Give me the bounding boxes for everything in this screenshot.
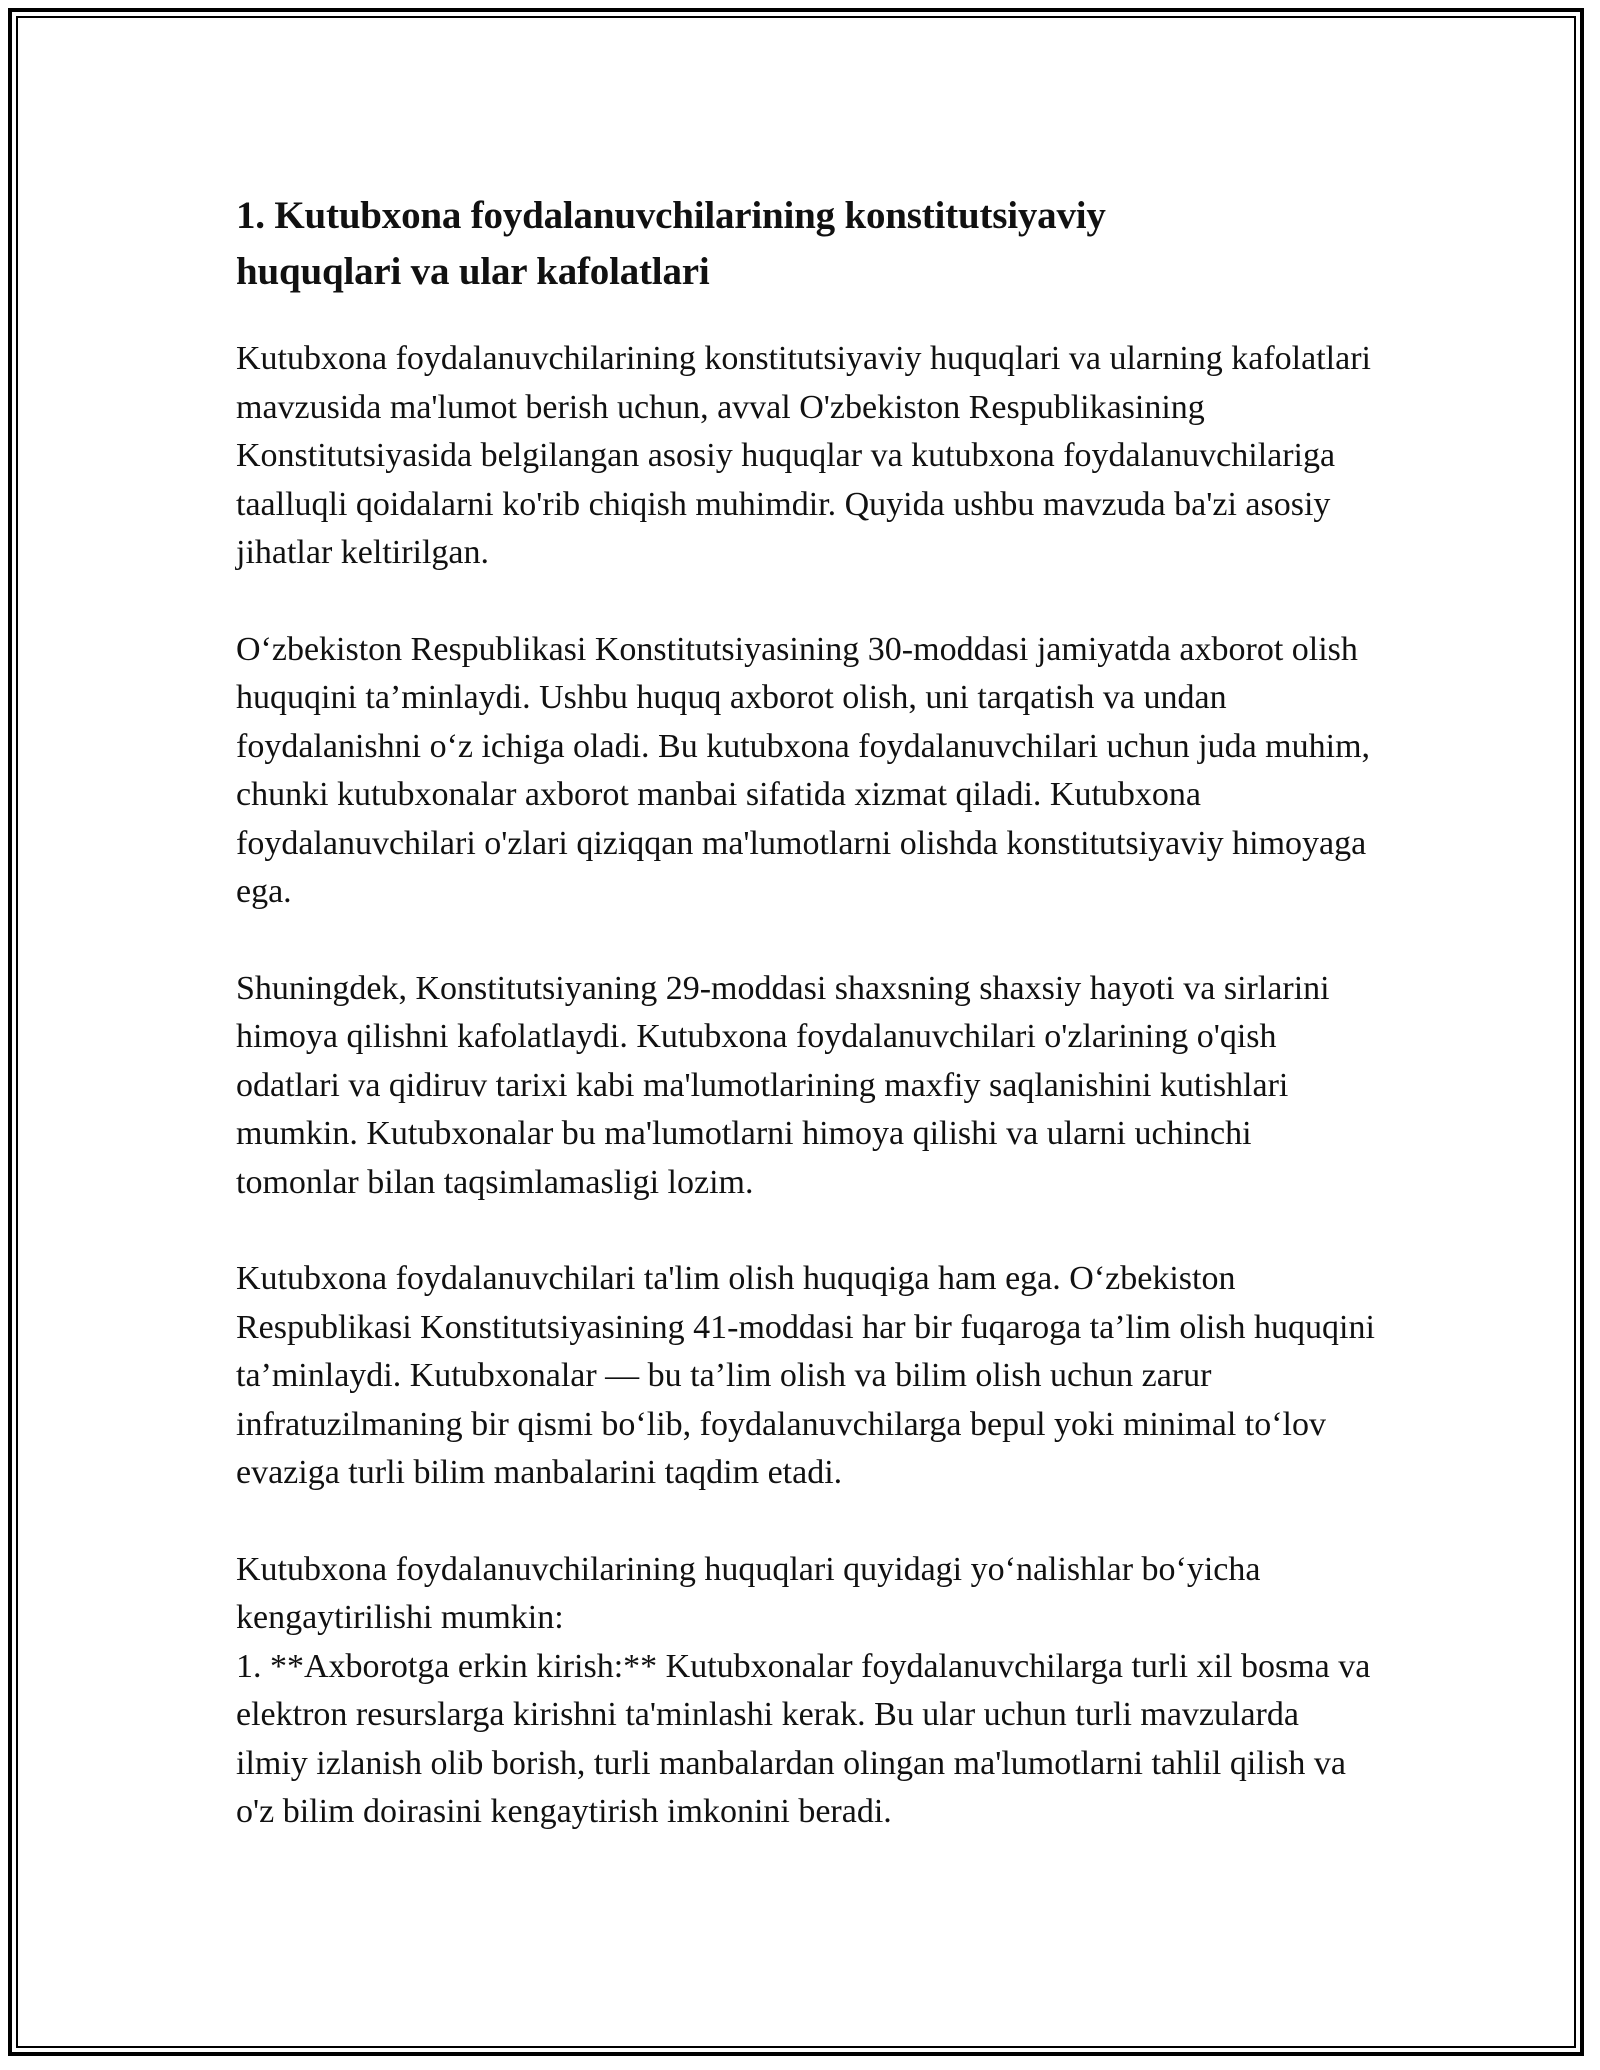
paragraph-article-30: O‘zbekiston Respublikasi Konstitutsiyasining 30-moddasi jamiyatda axborot olish huquqini ta’minlaydi. Ushbu huquq axborot olish, uni tarqatish va undan foydalanishni o‘z ichiga oladi. Bu kutubxona foydalanuvchilari uchun juda muhim, chunki kutubxonalar axborot manbai sifatida xizmat qiladi. Kutubxona foydalanuvchilari o'zlari qiziqqan ma'lumotlarni olishda konstitutsiyaviy himoyaga ega. <box>236 630 1371 910</box>
section-heading-line-1: 1. Kutubxona foydalanuvchilarining konstitutsiyaviy <box>236 194 1106 237</box>
list-item: 1. **Axborotga erkin kirish:** Kutubxonalar foydalanuvchilarga turli xil bosma va elektron resurslarga kirishni ta'minlashi kerak. Bu ular uchun turli mavzularda ilmiy izlanish olib borish, turli manbalardan olingan ma'lumotlarni tahlil qilish va o'z bilim doirasini kengaytirish imkonini beradi. <box>236 1647 1371 1830</box>
paragraph-intro: Kutubxona foydalanuvchilarining konstitutsiyaviy huquqlari va ularning kafolatlari mavzusida ma'lumot berish uchun, avval O'zbekiston Respublikasining Konstitutsiyasida belgilangan asosiy huquqlar va kutubxona foydalanuvchilariga taalluqli qoidalarni ko'rib chiqish muhimdir. Quyida ushbu mavzuda ba'zi asosiy jihatlar keltirilgan. <box>236 340 1371 571</box>
list-intro: Kutubxona foydalanuvchilarining huquqlari quyidagi yo‘nalishlar bo‘yicha kengaytirilishi mumkin: <box>236 1550 1261 1636</box>
paragraph-article-41: Kutubxona foydalanuvchilari ta'lim olish huquqiga ham ega. O‘zbekiston Respublikasi Konstitutsiyasining 41-moddasi har bir fuqaroga ta’lim olish huquqini ta’minlaydi. Kutubxonalar — bu ta’lim olish va bilim olish uchun zarur infratuzilmaning bir qismi bo‘lib, foydalanuvchilarga bepul yoki minimal to‘lov evaziga turli bilim manbalarini taqdim etadi. <box>236 1260 1375 1491</box>
section-heading <box>236 188 1376 300</box>
section-heading-line-2: huquqlari va ular kafolatlari <box>236 250 710 293</box>
paragraph-article-29: Shuningdek, Konstitutsiyaning 29-moddasi shaxsning shaxsiy hayoti va sirlarini himoya qilishni kafolatlaydi. Kutubxona foydalanuvchilari o'zlarining o'qish odatlari va qidiruv tarixi kabi ma'lumotlarining maxfiy saqlanishini kutishlari mumkin. Kutubxonalar bu ma'lumotlarni himoya qilishi va ularni uchinchi tomonlar bilan taqsimlamasligi lozim. <box>236 969 1330 1201</box>
document-body <box>236 188 1376 1885</box>
